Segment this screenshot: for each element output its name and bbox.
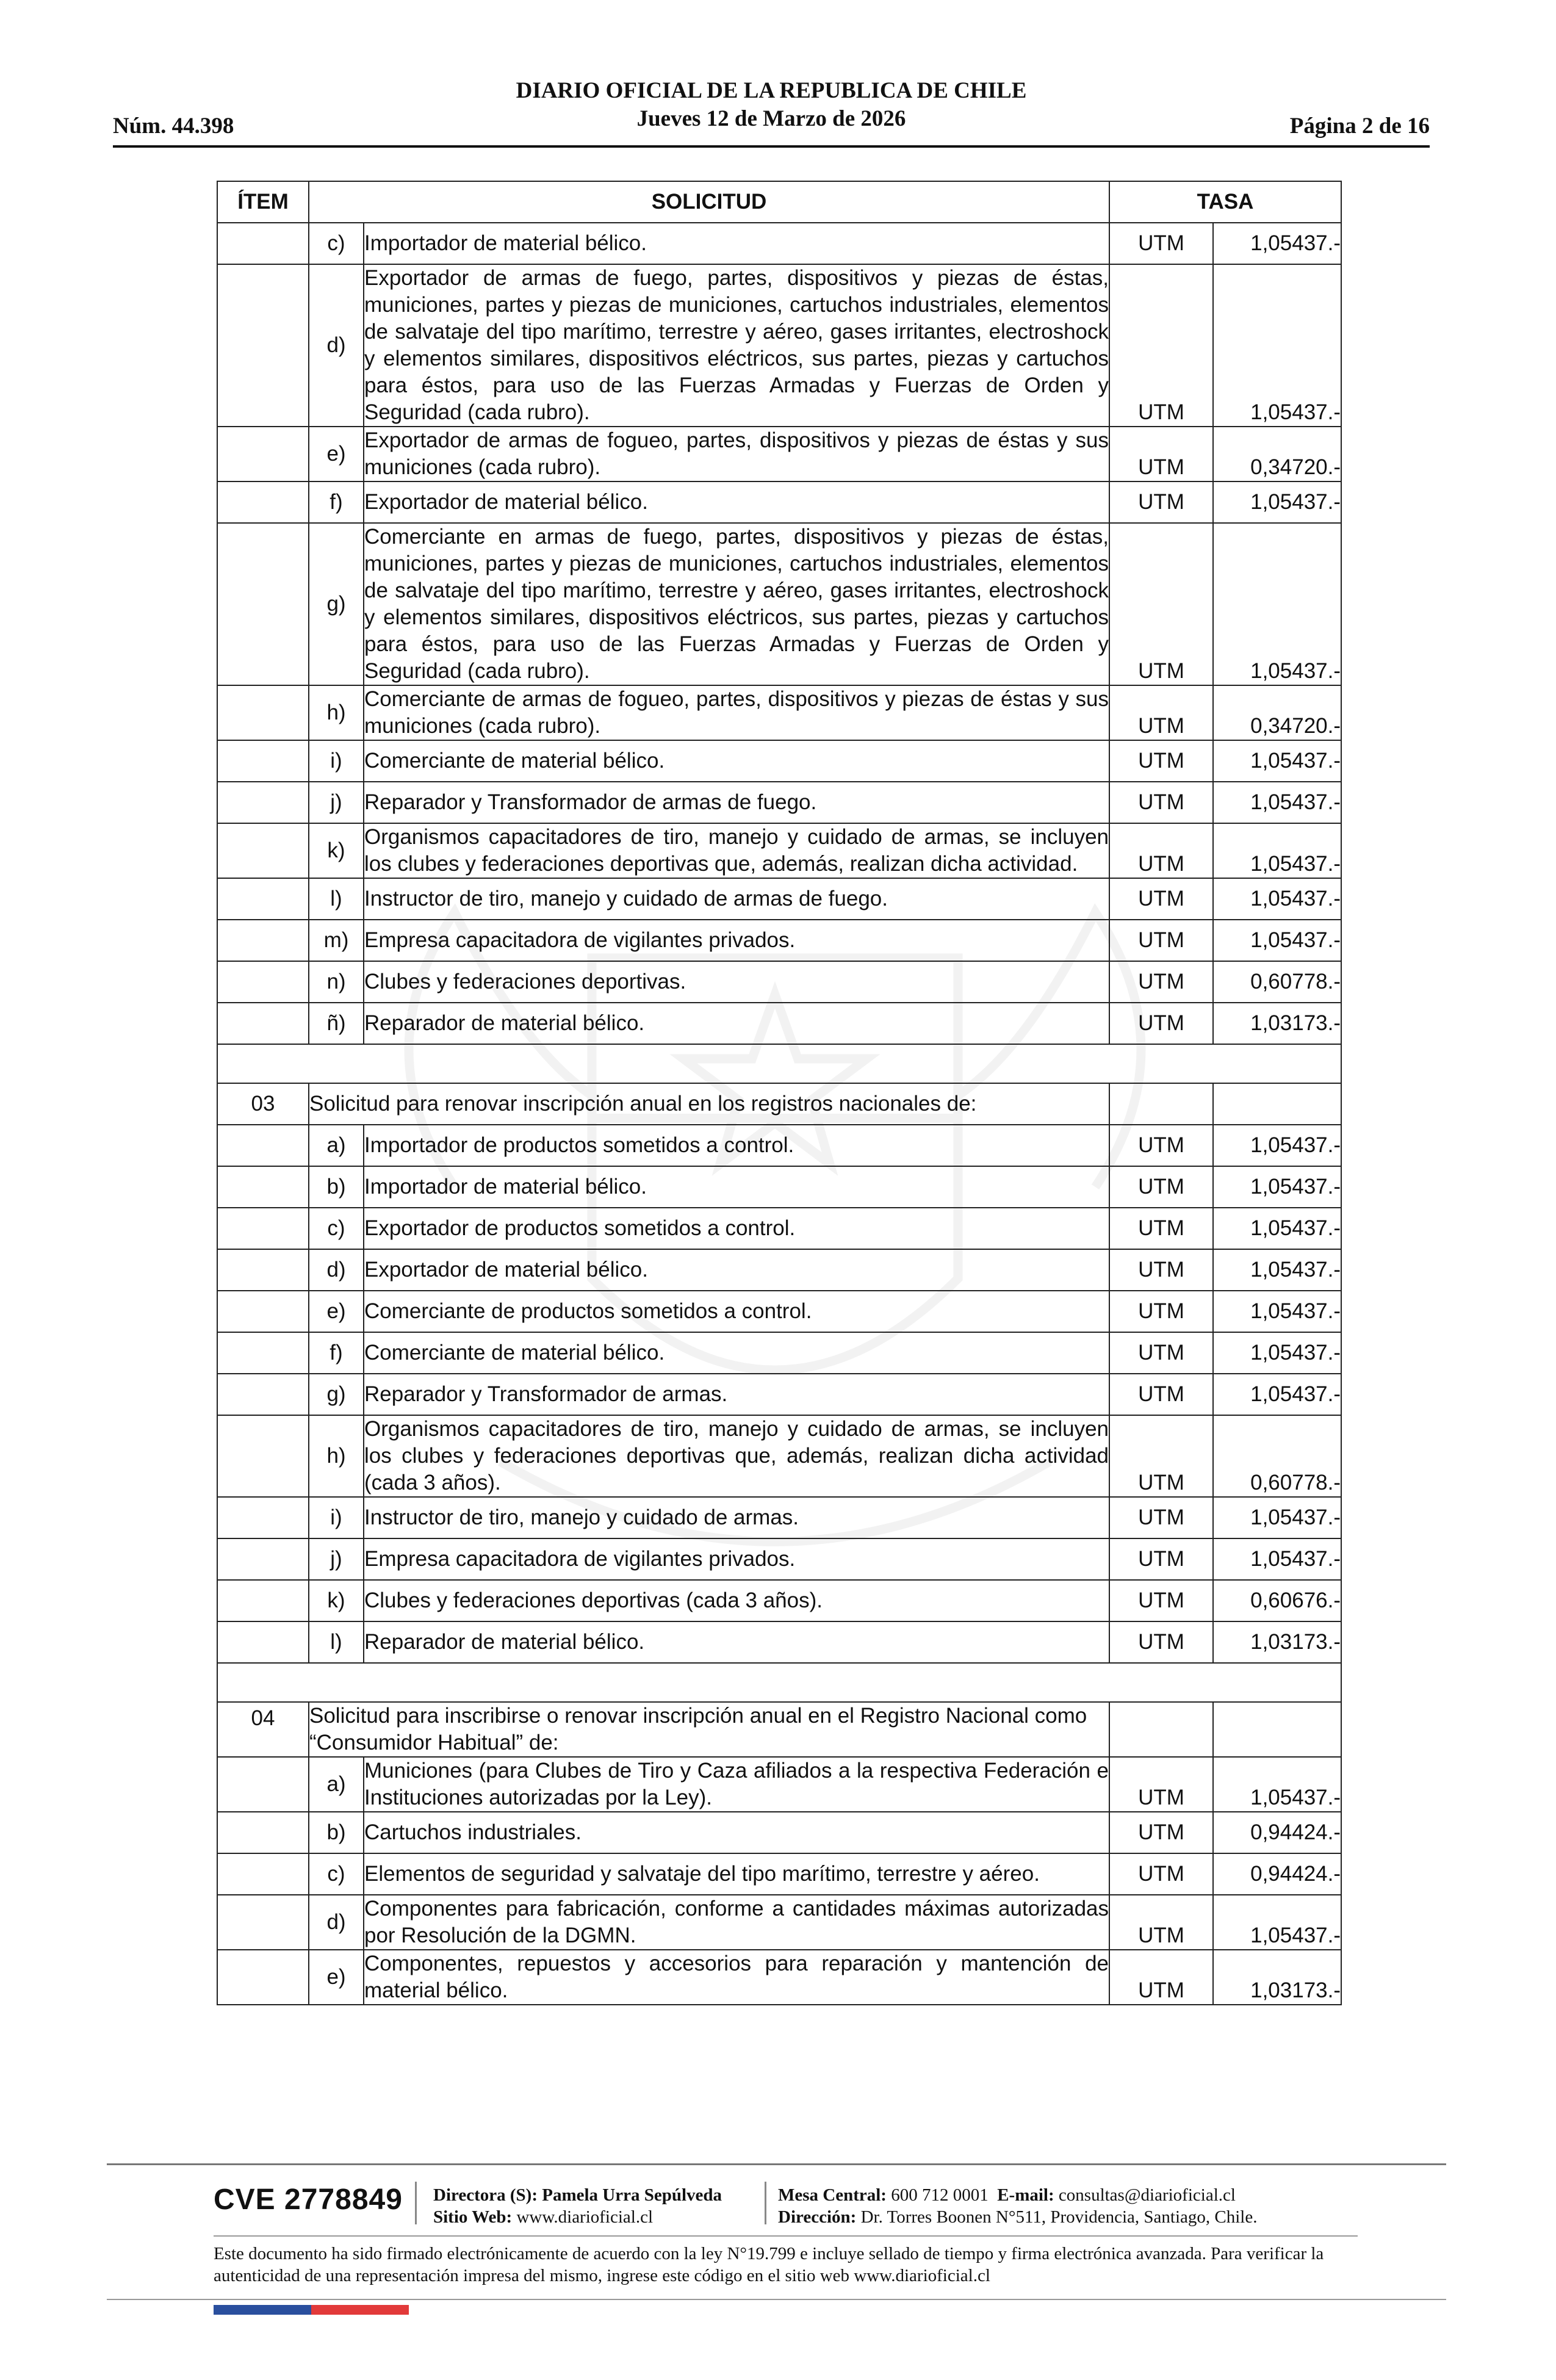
row-letter: e) bbox=[309, 1291, 364, 1332]
table-spacer-row bbox=[217, 1663, 1341, 1702]
table-row bbox=[217, 1895, 1341, 1950]
table-row bbox=[217, 1125, 1341, 1166]
table-row bbox=[217, 1291, 1341, 1332]
row-description: Importador de material bélico. bbox=[364, 223, 1109, 264]
section-title: Solicitud para renovar inscripción anual en los registros nacionales de: bbox=[309, 1083, 1109, 1125]
item-cell bbox=[217, 1208, 309, 1249]
empty-cell bbox=[1109, 1702, 1213, 1757]
row-letter: g) bbox=[309, 1374, 364, 1415]
row-value: 1,05437.- bbox=[1213, 481, 1341, 523]
footer-divider bbox=[214, 2235, 1358, 2237]
row-value: 0,60778.- bbox=[1213, 1415, 1341, 1497]
row-description: Elementos de seguridad y salvataje del tipo marítimo, terrestre y aéreo. bbox=[364, 1853, 1109, 1895]
row-unit: UTM bbox=[1109, 1538, 1213, 1580]
row-value: 1,05437.- bbox=[1213, 523, 1341, 685]
row-description: Organismos capacitadores de tiro, manejo y cuidado de armas, se incluyen los clubes y federaciones deportivas que, además, realizan dicha actividad. bbox=[364, 823, 1109, 878]
item-cell bbox=[217, 1621, 309, 1663]
item-cell bbox=[217, 1580, 309, 1621]
row-value: 1,05437.- bbox=[1213, 1538, 1341, 1580]
footer-separator bbox=[765, 2182, 766, 2224]
row-letter: e) bbox=[309, 427, 364, 481]
item-cell bbox=[217, 920, 309, 961]
row-unit: UTM bbox=[1109, 1166, 1213, 1208]
page-number: Página 2 de 16 bbox=[1289, 114, 1430, 139]
row-value: 1,05437.- bbox=[1213, 1497, 1341, 1538]
item-cell bbox=[217, 782, 309, 823]
table-row bbox=[217, 1812, 1341, 1853]
table-row bbox=[217, 1003, 1341, 1044]
row-letter: e) bbox=[309, 1950, 364, 2005]
row-value: 1,05437.- bbox=[1213, 1208, 1341, 1249]
issue-number: Núm. 44.398 bbox=[113, 114, 234, 139]
row-description: Clubes y federaciones deportivas (cada 3 años). bbox=[364, 1580, 1109, 1621]
row-unit: UTM bbox=[1109, 264, 1213, 427]
table-row bbox=[217, 1208, 1341, 1249]
row-letter: h) bbox=[309, 1415, 364, 1497]
item-cell bbox=[217, 1374, 309, 1415]
row-description: Reparador de material bélico. bbox=[364, 1621, 1109, 1663]
row-unit: UTM bbox=[1109, 1291, 1213, 1332]
row-unit: UTM bbox=[1109, 1208, 1213, 1249]
empty-cell bbox=[1213, 1083, 1341, 1125]
row-letter: b) bbox=[309, 1166, 364, 1208]
row-unit: UTM bbox=[1109, 1621, 1213, 1663]
row-value: 1,05437.- bbox=[1213, 920, 1341, 961]
row-description: Comerciante de armas de fogueo, partes, dispositivos y piezas de éstas y sus municiones (cada rubro). bbox=[364, 685, 1109, 740]
row-unit: UTM bbox=[1109, 1853, 1213, 1895]
header-item: ÍTEM bbox=[217, 181, 309, 223]
row-value: 0,60676.- bbox=[1213, 1580, 1341, 1621]
row-letter: ñ) bbox=[309, 1003, 364, 1044]
email-label: E-mail: bbox=[997, 2185, 1054, 2205]
table-row bbox=[217, 1621, 1341, 1663]
row-letter: f) bbox=[309, 481, 364, 523]
table-header-row bbox=[217, 181, 1341, 223]
row-value: 1,05437.- bbox=[1213, 223, 1341, 264]
row-value: 0,34720.- bbox=[1213, 427, 1341, 481]
row-letter: k) bbox=[309, 823, 364, 878]
row-letter: c) bbox=[309, 1853, 364, 1895]
row-value: 1,05437.- bbox=[1213, 1757, 1341, 1812]
row-letter: j) bbox=[309, 782, 364, 823]
table-row bbox=[217, 1538, 1341, 1580]
row-value: 1,05437.- bbox=[1213, 1374, 1341, 1415]
row-unit: UTM bbox=[1109, 1415, 1213, 1497]
item-cell bbox=[217, 1497, 309, 1538]
table-row bbox=[217, 523, 1341, 685]
row-value: 1,05437.- bbox=[1213, 264, 1341, 427]
row-description: Componentes, repuestos y accesorios para reparación y mantención de material bélico. bbox=[364, 1950, 1109, 2005]
item-cell bbox=[217, 1415, 309, 1497]
address-value: Dr. Torres Boonen N°511, Providencia, Santiago, Chile. bbox=[860, 2207, 1258, 2227]
empty-cell bbox=[1109, 1083, 1213, 1125]
section-number: 04 bbox=[217, 1702, 309, 1757]
row-unit: UTM bbox=[1109, 223, 1213, 264]
section-header-row bbox=[217, 1083, 1341, 1125]
footer-divider bbox=[107, 2163, 1446, 2165]
row-description: Cartuchos industriales. bbox=[364, 1812, 1109, 1853]
row-description: Importador de material bélico. bbox=[364, 1166, 1109, 1208]
row-description: Comerciante en armas de fuego, partes, dispositivos y piezas de éstas, municiones, partes y piezas de municiones, cartuchos industriales, elementos de salvataje del tipo marítimo, terrestre y aéreo, gases irritantes, electroshock y elementos similares, dispositivos eléctricos, sus partes, piezas y cartuchos para éstos, para uso de las Fuerzas Armadas y Fuerzas de Orden y Seguridad (cada rubro). bbox=[364, 523, 1109, 685]
row-unit: UTM bbox=[1109, 1757, 1213, 1812]
row-description: Exportador de material bélico. bbox=[364, 481, 1109, 523]
row-description: Empresa capacitadora de vigilantes privados. bbox=[364, 920, 1109, 961]
row-description: Exportador de armas de fogueo, partes, dispositivos y piezas de éstas y sus municiones (cada rubro). bbox=[364, 427, 1109, 481]
row-description: Componentes para fabricación, conforme a cantidades máximas autorizadas por Resolución de la DGMN. bbox=[364, 1895, 1109, 1950]
item-cell bbox=[217, 1950, 309, 2005]
row-description: Empresa capacitadora de vigilantes privados. bbox=[364, 1538, 1109, 1580]
row-unit: UTM bbox=[1109, 1332, 1213, 1374]
table-row bbox=[217, 1853, 1341, 1895]
table-row bbox=[217, 961, 1341, 1003]
row-unit: UTM bbox=[1109, 961, 1213, 1003]
table-row bbox=[217, 823, 1341, 878]
table-spacer-row bbox=[217, 1044, 1341, 1083]
item-cell bbox=[217, 1853, 309, 1895]
row-value: 1,05437.- bbox=[1213, 1895, 1341, 1950]
row-description: Reparador y Transformador de armas de fuego. bbox=[364, 782, 1109, 823]
table-row bbox=[217, 920, 1341, 961]
publication-title: DIARIO OFICIAL DE LA REPUBLICA DE CHILE bbox=[516, 78, 1027, 103]
director-label: Directora (S): bbox=[433, 2185, 538, 2205]
item-cell bbox=[217, 1538, 309, 1580]
row-description: Clubes y federaciones deportivas. bbox=[364, 961, 1109, 1003]
table-row bbox=[217, 1374, 1341, 1415]
director-line bbox=[433, 2184, 722, 2206]
item-cell bbox=[217, 481, 309, 523]
section-number: 03 bbox=[217, 1083, 309, 1125]
item-cell bbox=[217, 1249, 309, 1291]
section-title: Solicitud para inscribirse o renovar inscripción anual en el Registro Nacional como “Consumidor Habitual” de: bbox=[309, 1702, 1109, 1757]
table-row bbox=[217, 1497, 1341, 1538]
item-cell bbox=[217, 1757, 309, 1812]
cve-code: CVE 2778849 bbox=[214, 2183, 403, 2216]
table-row bbox=[217, 1332, 1341, 1374]
row-unit: UTM bbox=[1109, 1580, 1213, 1621]
row-value: 0,60778.- bbox=[1213, 961, 1341, 1003]
item-cell bbox=[217, 961, 309, 1003]
row-description: Comerciante de material bélico. bbox=[364, 1332, 1109, 1374]
row-unit: UTM bbox=[1109, 920, 1213, 961]
row-description: Municiones (para Clubes de Tiro y Caza afiliados a la respectiva Federación e Instituciones autorizadas por la Ley). bbox=[364, 1757, 1109, 1812]
row-value: 1,05437.- bbox=[1213, 740, 1341, 782]
item-cell bbox=[217, 740, 309, 782]
item-cell bbox=[217, 1812, 309, 1853]
table-row bbox=[217, 1950, 1341, 2005]
row-unit: UTM bbox=[1109, 823, 1213, 878]
row-value: 0,34720.- bbox=[1213, 685, 1341, 740]
section-header-row bbox=[217, 1702, 1341, 1757]
row-letter: d) bbox=[309, 1249, 364, 1291]
row-letter: f) bbox=[309, 1332, 364, 1374]
row-description: Importador de productos sometidos a control. bbox=[364, 1125, 1109, 1166]
row-value: 1,05437.- bbox=[1213, 782, 1341, 823]
table-row bbox=[217, 1249, 1341, 1291]
contact-line bbox=[778, 2184, 1257, 2206]
row-value: 1,05437.- bbox=[1213, 1125, 1341, 1166]
table-row bbox=[217, 878, 1341, 920]
director-block bbox=[433, 2184, 722, 2228]
contact-block bbox=[778, 2184, 1257, 2228]
row-description: Reparador y Transformador de armas. bbox=[364, 1374, 1109, 1415]
item-cell bbox=[217, 685, 309, 740]
item-cell bbox=[217, 1125, 309, 1166]
row-letter: h) bbox=[309, 685, 364, 740]
row-letter: i) bbox=[309, 740, 364, 782]
item-cell bbox=[217, 523, 309, 685]
publication-date: Jueves 12 de Marzo de 2026 bbox=[636, 106, 906, 131]
table-row bbox=[217, 427, 1341, 481]
footer-divider bbox=[107, 2299, 1446, 2300]
table-row bbox=[217, 264, 1341, 427]
table-row bbox=[217, 740, 1341, 782]
row-unit: UTM bbox=[1109, 782, 1213, 823]
row-description: Comerciante de material bélico. bbox=[364, 740, 1109, 782]
row-unit: UTM bbox=[1109, 1950, 1213, 2005]
row-unit: UTM bbox=[1109, 1812, 1213, 1853]
legal-notice: Este documento ha sido firmado electrónicamente de acuerdo con la ley N°19.799 e incluye sellado de tiempo y firma electrónica avanzada. Para verificar la autenticidad de una representación impresa del mismo, ingrese este código en el sitio web www.diarioficial.cl bbox=[214, 2244, 1324, 2285]
phone-label: Mesa Central: bbox=[778, 2185, 887, 2205]
footer-separator bbox=[415, 2182, 417, 2224]
row-value: 1,05437.- bbox=[1213, 1332, 1341, 1374]
row-letter: m) bbox=[309, 920, 364, 961]
row-value: 1,03173.- bbox=[1213, 1003, 1341, 1044]
row-value: 1,03173.- bbox=[1213, 1621, 1341, 1663]
row-description: Exportador de productos sometidos a control. bbox=[364, 1208, 1109, 1249]
row-unit: UTM bbox=[1109, 1249, 1213, 1291]
row-description: Exportador de material bélico. bbox=[364, 1249, 1109, 1291]
row-value: 0,94424.- bbox=[1213, 1853, 1341, 1895]
row-unit: UTM bbox=[1109, 427, 1213, 481]
row-unit: UTM bbox=[1109, 878, 1213, 920]
row-unit: UTM bbox=[1109, 685, 1213, 740]
row-letter: d) bbox=[309, 264, 364, 427]
header-fee: TASA bbox=[1109, 181, 1341, 223]
item-cell bbox=[217, 1895, 309, 1950]
item-cell bbox=[217, 878, 309, 920]
row-letter: b) bbox=[309, 1812, 364, 1853]
row-value: 1,05437.- bbox=[1213, 1249, 1341, 1291]
row-value: 1,05437.- bbox=[1213, 1166, 1341, 1208]
table-row bbox=[217, 1166, 1341, 1208]
header-request: SOLICITUD bbox=[309, 181, 1109, 223]
row-letter: g) bbox=[309, 523, 364, 685]
row-unit: UTM bbox=[1109, 1497, 1213, 1538]
item-cell bbox=[217, 1003, 309, 1044]
row-letter: n) bbox=[309, 961, 364, 1003]
row-value: 1,03173.- bbox=[1213, 1950, 1341, 2005]
row-letter: i) bbox=[309, 1497, 364, 1538]
row-letter: a) bbox=[309, 1757, 364, 1812]
item-cell bbox=[217, 1332, 309, 1374]
item-cell bbox=[217, 427, 309, 481]
row-description: Instructor de tiro, manejo y cuidado de armas de fuego. bbox=[364, 878, 1109, 920]
website-link[interactable]: www.diarioficial.cl bbox=[516, 2207, 654, 2227]
row-unit: UTM bbox=[1109, 740, 1213, 782]
table-row bbox=[217, 782, 1341, 823]
flag-stripe-blue bbox=[214, 2305, 311, 2315]
row-unit: UTM bbox=[1109, 1895, 1213, 1950]
page-header bbox=[113, 73, 1430, 148]
row-letter: c) bbox=[309, 1208, 364, 1249]
row-unit: UTM bbox=[1109, 523, 1213, 685]
publication-title-block bbox=[113, 77, 1430, 133]
row-value: 1,05437.- bbox=[1213, 823, 1341, 878]
empty-cell bbox=[1213, 1702, 1341, 1757]
row-description: Instructor de tiro, manejo y cuidado de armas. bbox=[364, 1497, 1109, 1538]
table-row bbox=[217, 481, 1341, 523]
row-letter: j) bbox=[309, 1538, 364, 1580]
phone-number: 600 712 0001 bbox=[891, 2185, 989, 2205]
item-cell bbox=[217, 823, 309, 878]
row-letter: k) bbox=[309, 1580, 364, 1621]
row-description: Reparador de material bélico. bbox=[364, 1003, 1109, 1044]
item-cell bbox=[217, 1166, 309, 1208]
row-description: Comerciante de productos sometidos a control. bbox=[364, 1291, 1109, 1332]
row-description: Exportador de armas de fuego, partes, dispositivos y piezas de éstas, municiones, partes y piezas de municiones, cartuchos industriales, elementos de salvataje del tipo marítimo, terrestre y aéreo, gases irritantes, electroshock y elementos similares, dispositivos eléctricos, sus partes, piezas y cartuchos para éstos, para uso de las Fuerzas Armadas y Fuerzas de Orden y Seguridad (cada rubro). bbox=[364, 264, 1109, 427]
item-cell bbox=[217, 1291, 309, 1332]
row-value: 0,94424.- bbox=[1213, 1812, 1341, 1853]
row-letter: l) bbox=[309, 878, 364, 920]
row-letter: c) bbox=[309, 223, 364, 264]
row-unit: UTM bbox=[1109, 1125, 1213, 1166]
row-description: Organismos capacitadores de tiro, manejo y cuidado de armas, se incluyen los clubes y federaciones deportivas que, además, realizan dicha actividad (cada 3 años). bbox=[364, 1415, 1109, 1497]
row-letter: d) bbox=[309, 1895, 364, 1950]
address-label: Dirección: bbox=[778, 2207, 857, 2227]
website-line bbox=[433, 2206, 722, 2228]
website-label: Sitio Web: bbox=[433, 2207, 513, 2227]
table-row bbox=[217, 1580, 1341, 1621]
table-row bbox=[217, 685, 1341, 740]
flag-stripe-red bbox=[311, 2305, 409, 2315]
row-unit: UTM bbox=[1109, 1003, 1213, 1044]
item-cell bbox=[217, 264, 309, 427]
row-unit: UTM bbox=[1109, 1374, 1213, 1415]
email-link[interactable]: consultas@diarioficial.cl bbox=[1058, 2185, 1236, 2205]
address-line bbox=[778, 2206, 1257, 2228]
table-row bbox=[217, 1415, 1341, 1497]
fees-table bbox=[217, 181, 1342, 2005]
row-unit: UTM bbox=[1109, 481, 1213, 523]
item-cell bbox=[217, 223, 309, 264]
director-name: Pamela Urra Sepúlveda bbox=[542, 2185, 722, 2205]
row-letter: a) bbox=[309, 1125, 364, 1166]
row-value: 1,05437.- bbox=[1213, 878, 1341, 920]
table-row bbox=[217, 1757, 1341, 1812]
row-value: 1,05437.- bbox=[1213, 1291, 1341, 1332]
table-row bbox=[217, 223, 1341, 264]
row-letter: l) bbox=[309, 1621, 364, 1663]
